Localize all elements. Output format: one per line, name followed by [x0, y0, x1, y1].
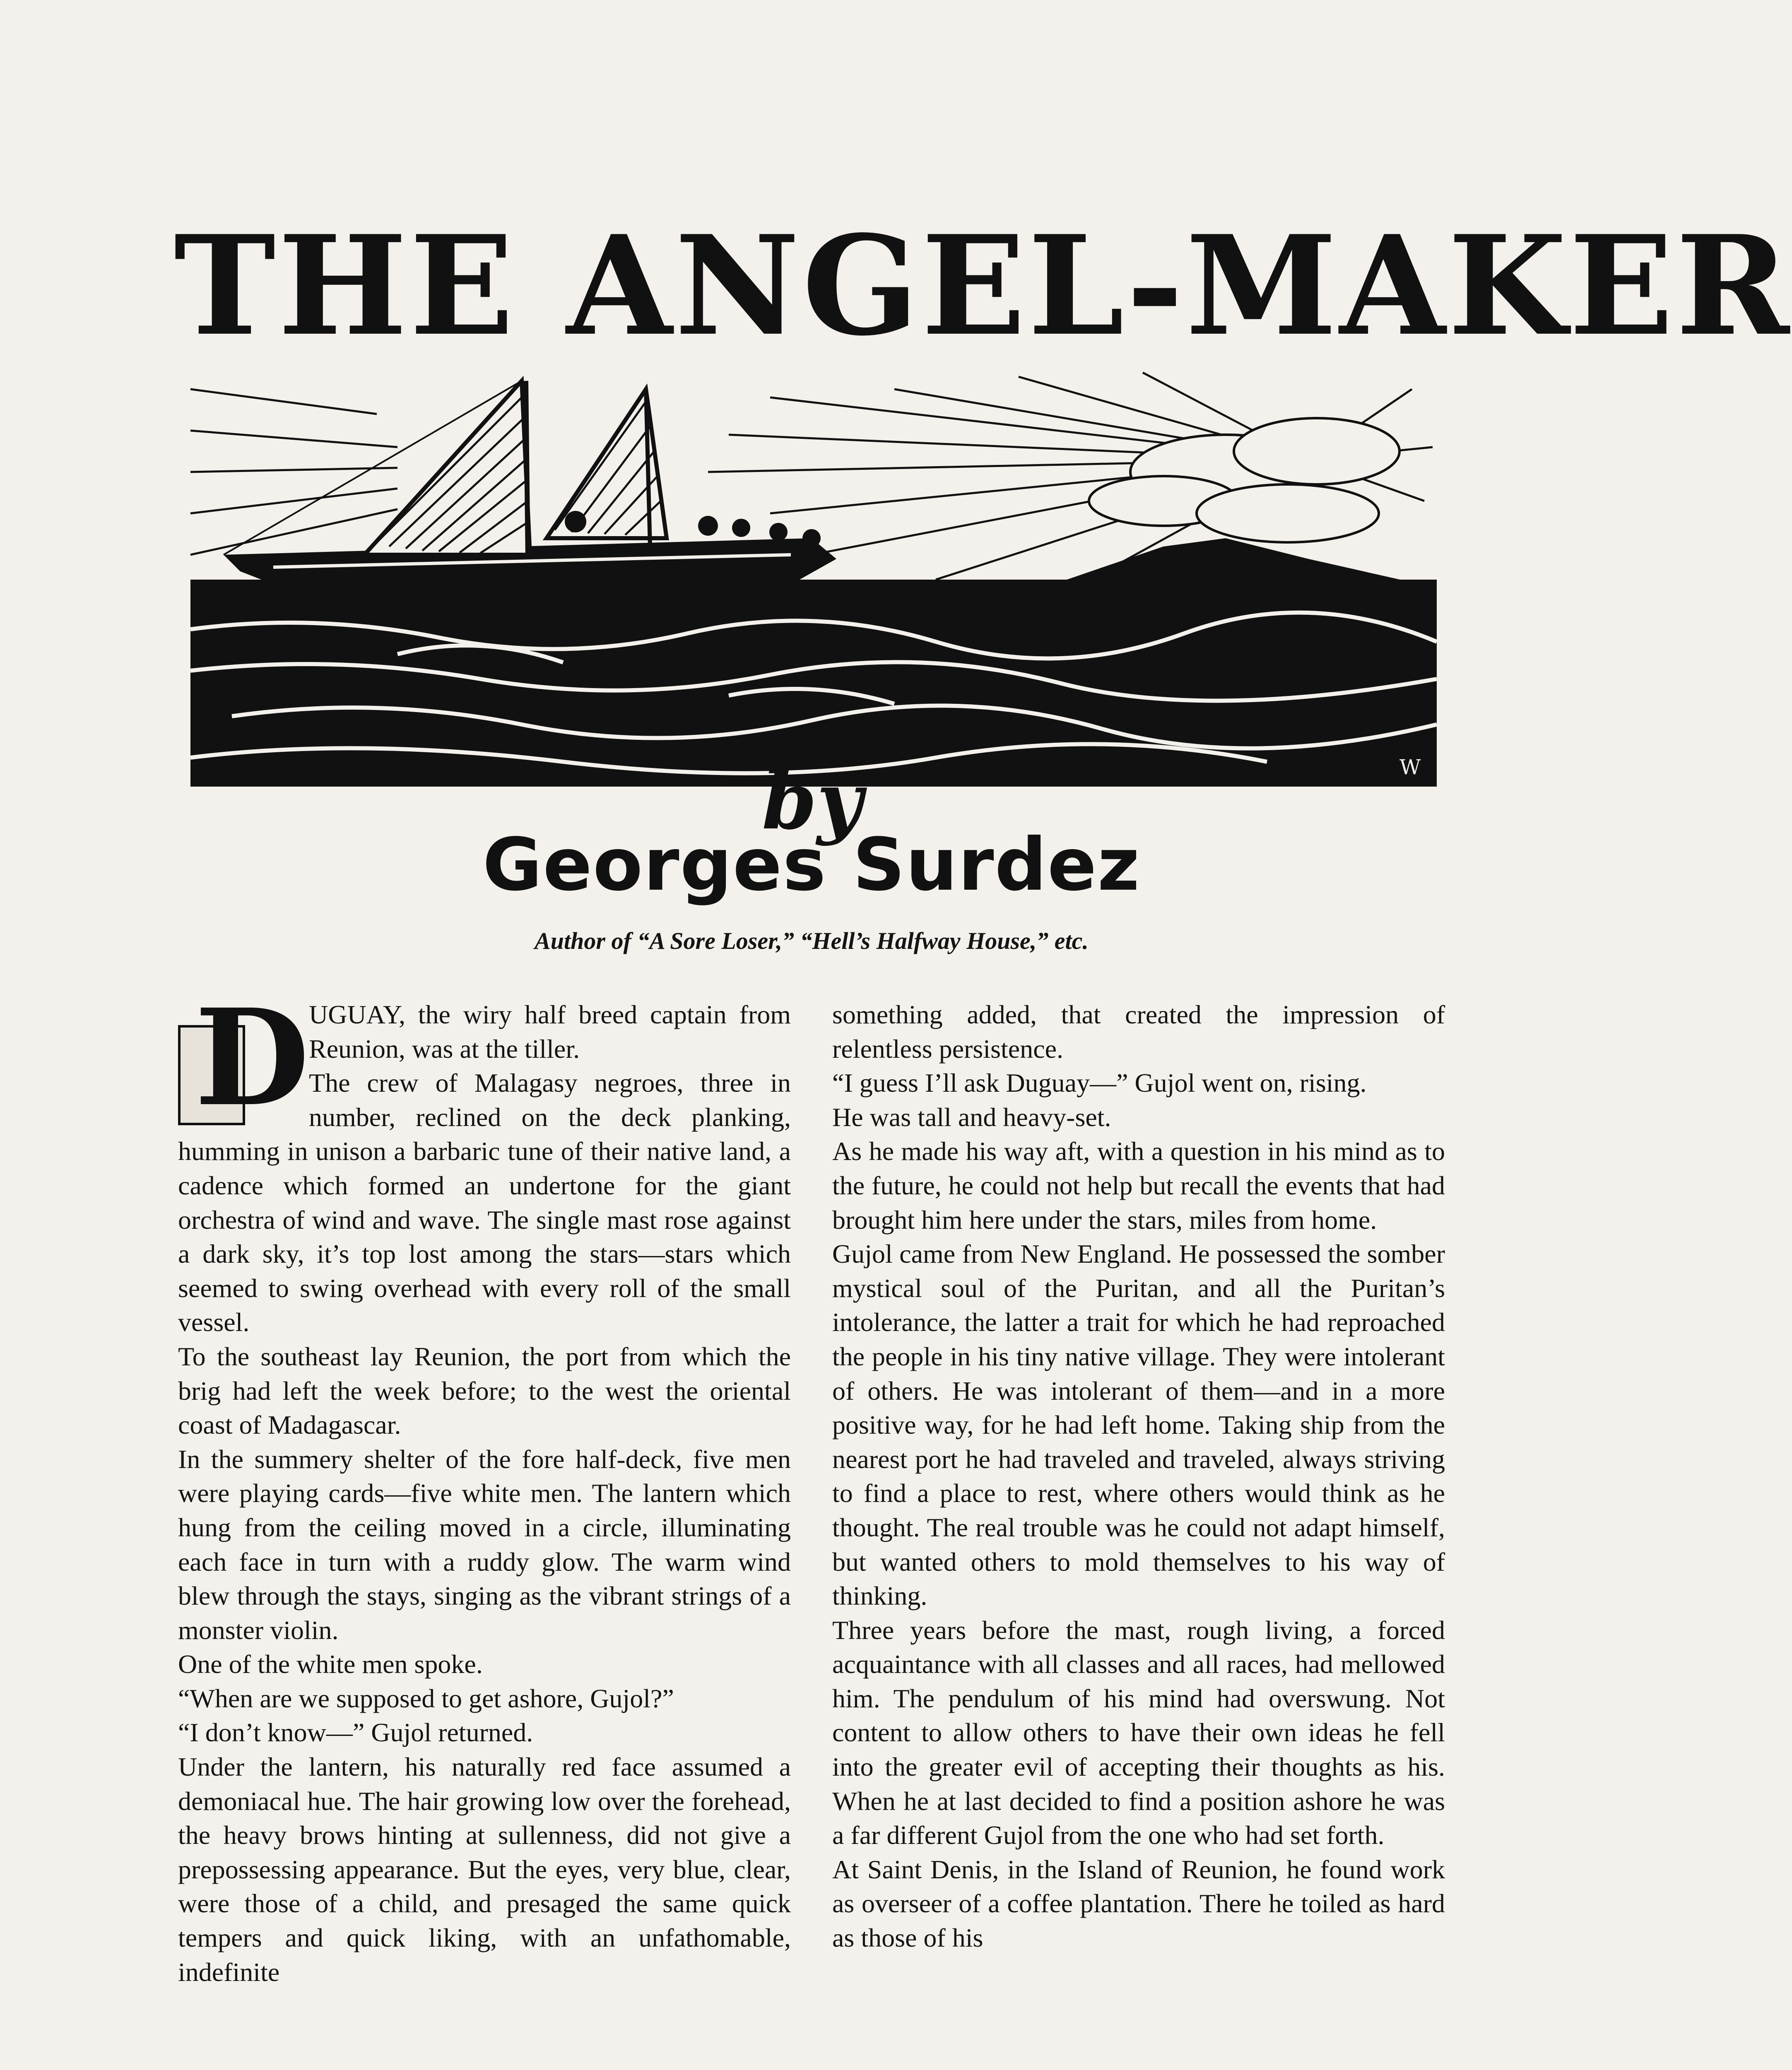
paragraph: “I guess I’ll ask Duguay—” Gujol went on, rising.	[832, 1068, 1367, 1098]
text-column-right	[832, 998, 1445, 1955]
paragraph: One of the white men spoke.	[178, 1649, 483, 1679]
byline-by: by	[762, 755, 863, 847]
paragraph: In the summery shelter of the fore half-deck, five men were playing cards—five white men. The lantern which hung from the ceiling moved in a circle, illuminating each face in turn with a ruddy glow. The warm wind blew through the stays, singing as the vibrant strings of a monster violin.	[178, 1444, 791, 1645]
paragraph: He was tall and heavy-set.	[832, 1102, 1111, 1132]
paragraph: As he made his way aft, with a question in his mind as to the future, he could not help but recall the events that had brought him here under the stars, miles from home.	[832, 1136, 1445, 1235]
paragraph: “I don’t know—” Gujol returned.	[178, 1718, 533, 1747]
paragraph: Gujol came from New England. He possessed the somber mystical soul of the Puritan, and all the Puritan’s intolerance, the latter a trait for which he had reproached the people in his tiny native village. They were intolerant of others. He was intolerant of them—and in a more positive way, for he had left home. Taking ship from the nearest port he had traveled and traveled, always striving to find a place to rest, where others would think as he thought. The real trouble was he could not adapt himself, but wanted others to mold themselves to his way of thinking.	[832, 1239, 1445, 1611]
artist-signature: W	[1399, 755, 1421, 779]
paragraph: something added, that created the impression of relentless persistence.	[832, 1000, 1445, 1064]
author-credits: Author of “A Sore Loser,” “Hell’s Halfway House,” etc.	[535, 927, 1089, 954]
paragraph-text: UGUAY, the wiry half breed captain from Reunion, was at the tiller.	[309, 1000, 791, 1064]
paragraph: Three years before the mast, rough living, a forced acquaintance with all classes and all races, had mellowed him. The pendulum of his mind had overswung. Not content to allow others to have their own ideas he fell into the greater evil of accepting their thoughts as his. When he at last decided to find a position ashore he was a far different Gujol from the one who had set forth.	[832, 1615, 1445, 1850]
sailboat-woodcut-illustration	[190, 364, 1437, 787]
paragraph: The crew of Malagasy negroes, three in number, reclined on the deck planking, humming in unison a barbaric tune of their native land, a cadence which formed an undertone for the giant orchestra of wind and wave. The single mast rose against a dark sky, it’s top lost among the stars—stars which seemed to swing overhead with every roll of the small vessel.	[178, 1068, 791, 1337]
text-column-left	[178, 980, 791, 1989]
drop-cap	[178, 980, 310, 1136]
author-name: Georges Surdez	[482, 823, 1141, 907]
paragraph: To the southeast lay Reunion, the port from which the brig had left the week before; to the west the oriental coast of Madagascar.	[178, 1341, 791, 1440]
drop-cap-letter: D	[195, 980, 310, 1136]
paragraph: At Saint Denis, in the Island of Reunion, he found work as overseer of a coffee plantation. There he toiled as hard as those of his	[832, 1854, 1445, 1953]
first-paragraph	[178, 980, 791, 1136]
paragraph: “When are we supposed to get ashore, Gujol?”	[178, 1683, 674, 1713]
paragraph: Under the lantern, his naturally red face assumed a demoniacal hue. The hair growing low over the forehead, the heavy brows hinting at sullenness, did not give a prepossessing appearance. But the eyes, very blue, clear, were those of a child, and presaged the same quick tempers and quick liking, with an unfathomable, indefinite	[178, 1752, 791, 1987]
story-title: THE ANGEL-MAKER	[174, 205, 1792, 366]
